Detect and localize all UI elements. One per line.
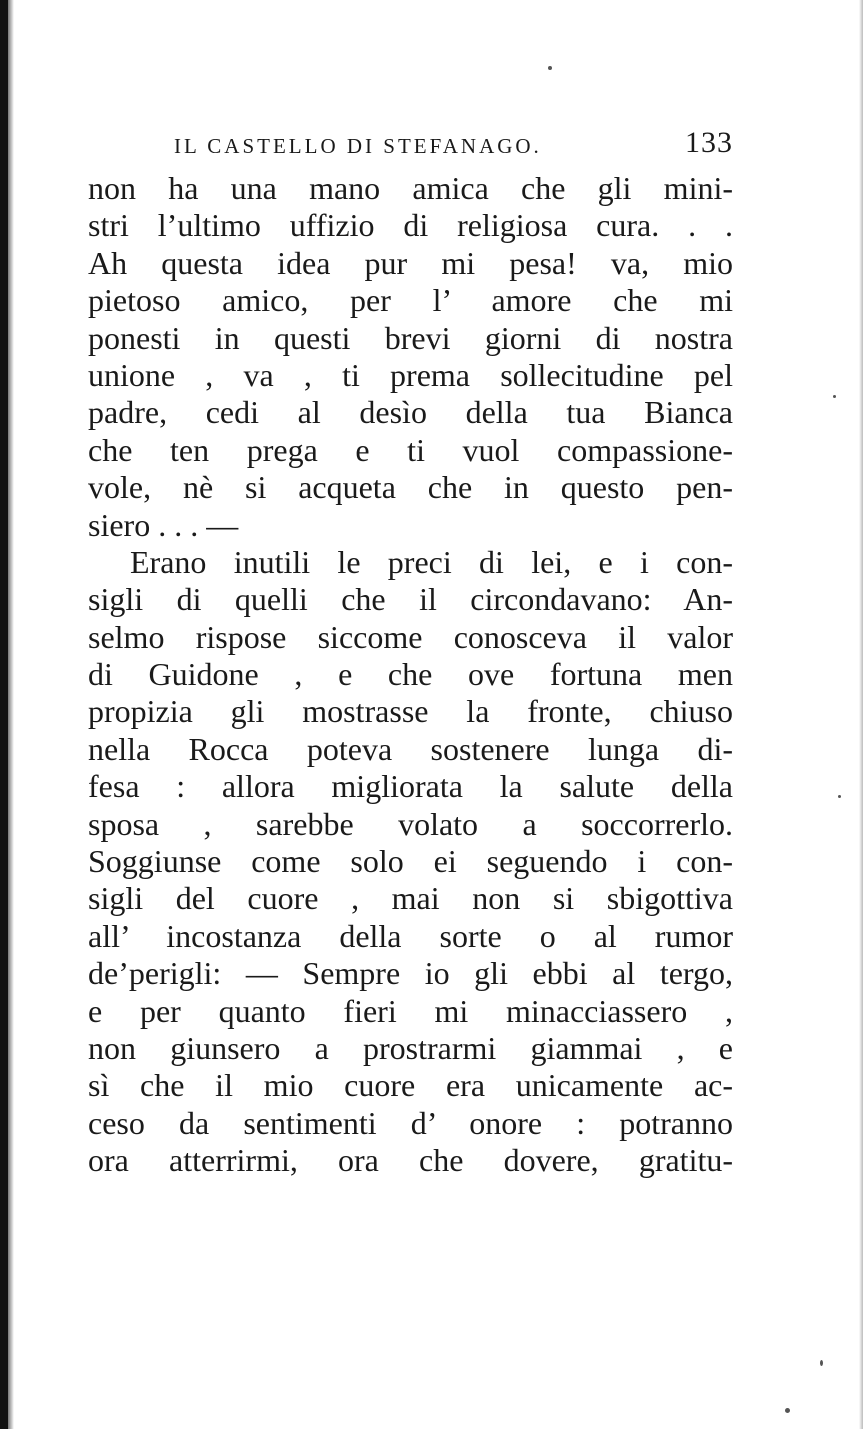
text-line: che ten prega e ti vuol compassione- [88,431,733,468]
text-line: siero . . . — [88,506,239,543]
text-line: non ha una mano amica che gli mini- [88,170,733,206]
text-line: di Guidone , e che ove fortuna men [88,656,733,693]
text-line: de’perigli: — Sempre io gli ebbi al tergo, [88,955,733,992]
page-number: 133 [685,126,733,159]
gutter-shading [8,0,14,1429]
ink-speck [820,1360,823,1366]
text-line: Ah questa idea pur mi pesa! va, mio [88,244,733,281]
text-line: ora atterrirmi, ora che dovere, gratitu- [88,1142,733,1179]
text-line: fesa : allora migliorata la salute della [88,768,733,805]
ink-speck [833,395,836,398]
ink-speck [548,66,552,70]
text-line: pietoso amico, per l’ amore che mi [88,282,733,319]
running-title: IL CASTELLO DI STEFANAGO. [174,134,542,158]
text-line: non giunsero a prostrarmi giammai , e [88,1029,733,1066]
book-page [88,120,733,1180]
text-line: ponesti in questi brevi giorni di nostra [88,319,733,356]
body-text [88,170,733,1180]
text-line: sposa , sarebbe volato a soccorrerlo. [88,805,733,842]
text-line: ceso da sentimenti d’ onore : potranno [88,1104,733,1141]
paragraph-first-line: Erano inutili le preci di lei, e i con- [130,543,733,580]
text-line: vole, nè si acqueta che in questo pen- [88,469,733,506]
text-line: stri l’ultimo uffizio di religiosa cura. . . [88,207,733,244]
text-line: all’ incostanza della sorte o al rumor [88,917,733,954]
book-spine-shadow [0,0,8,1429]
running-head [88,120,733,170]
text-line: propizia gli mostrasse la fronte, chiuso [88,693,733,730]
text-line: padre, cedi al desìo della tua Bianca [88,394,733,431]
ink-speck [785,1408,790,1413]
ink-speck [838,795,841,798]
text-line: selmo rispose siccome conosceva il valor [88,618,733,655]
text-line: unione , va , ti prema sollecitudine pel [88,356,733,393]
text-line: nella Rocca poteva sostenere lunga di- [88,730,733,767]
text-line: sì che il mio cuore era unicamente ac- [88,1067,733,1104]
text-line: Soggiunse come solo ei seguendo i con- [88,843,733,880]
page-edge-shading [859,0,863,1429]
text-line: sigli del cuore , mai non si sbigottiva [88,880,733,917]
text-line: e per quanto fieri mi minacciassero , [88,992,733,1029]
text-line: sigli di quelli che il circondavano: An- [88,581,733,618]
